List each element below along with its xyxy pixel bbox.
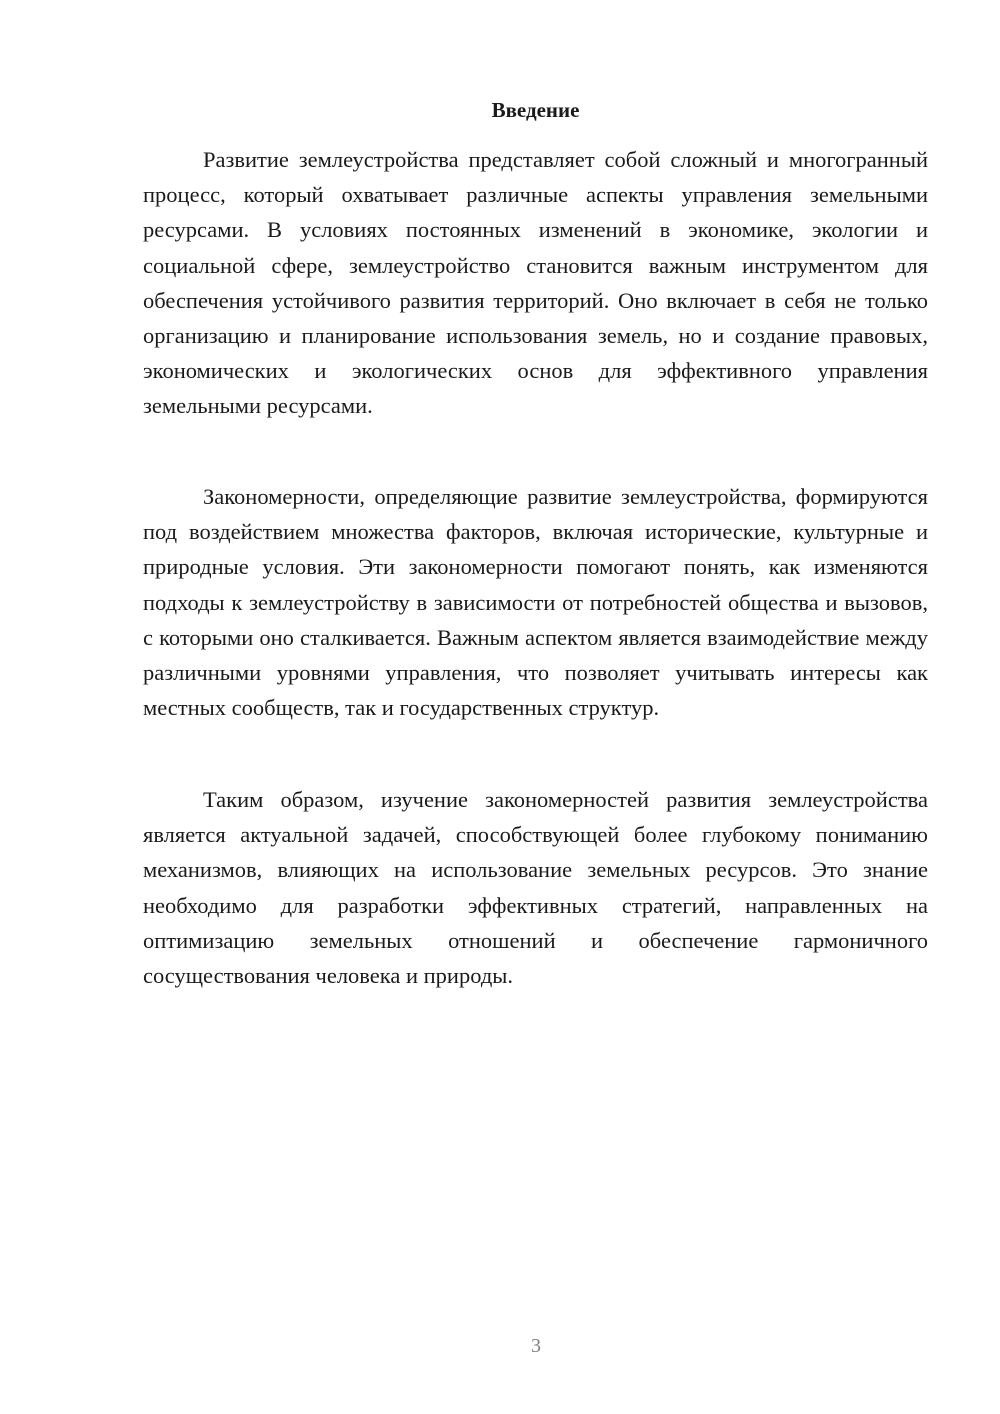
page-number: 3: [531, 1335, 541, 1357]
section-heading: Введение: [491, 98, 580, 122]
paragraph-2: Закономерности, определяющие развитие землеустройства, формируются под воздействием множества факторов, включая исторические, культурные и природные условия. Эти закономерности помогают понять, как изменяются подходы к землеустройству в зависимости от потребностей общества и вызовов, с которыми оно сталкивается. Важным аспектом является взаимодействие между различными уровнями управления, что позволяет учитывать интересы как местных сообществ, так и государственных структур.: [143, 484, 928, 721]
paragraph-1: Развитие землеустройства представляет собой сложный и многогранный процесс, который охватывает различные аспекты управления земельными ресурсами. В условиях постоянных изменений в экономике, экологии и социальной сфере, землеустройство становится важным инструментом для обеспечения устойчивого развития территорий. Оно включает в себя не только организацию и планирование использования земель, но и создание правовых, экономических и экологических основ для эффективного управления земельными ресурсами.: [143, 147, 928, 419]
paragraph-3: Таким образом, изучение закономерностей развития землеустройства является актуальной задачей, способствующей более глубокому пониманию механизмов, влияющих на использование земельных ресурсов. Это знание необходимо для разработки эффективных стратегий, направленных на оптимизацию земельных отношений и обеспечение гармоничного сосуществования человека и природы.: [143, 787, 928, 989]
